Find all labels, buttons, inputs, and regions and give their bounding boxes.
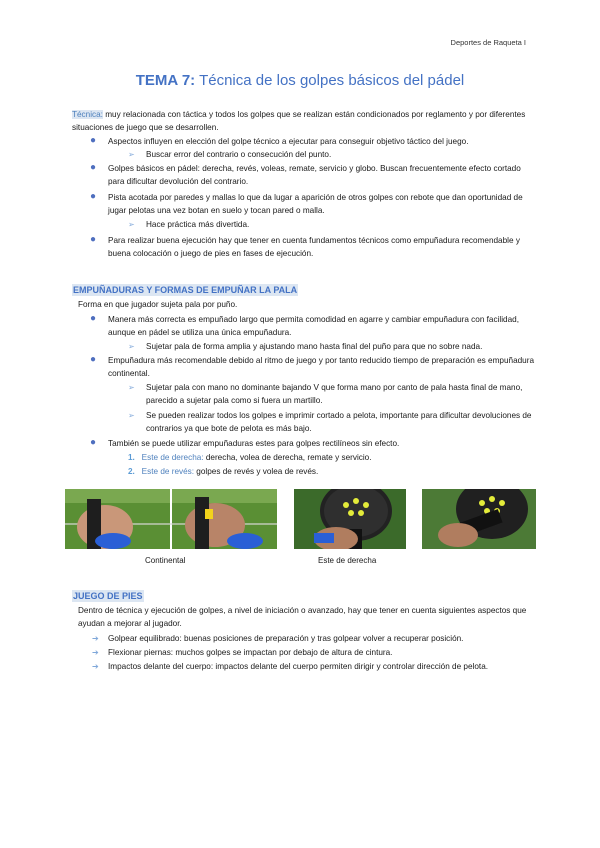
list-item: Hace práctica más divertida.: [146, 220, 250, 229]
page-title: [0, 72, 600, 89]
list-item: Manera más correcta es empuñado largo que permita comodidad en agarre y cambiar empuñadura con facilidad, aunque en pádel se utiliza una única empuñadura.: [108, 315, 519, 338]
list-item: Golpes básicos en pádel: derecha, revés, voleas, remate, servicio y globo. Buscan frecuentemente efecto cortado para dificultar devolución del contrario.: [108, 164, 521, 187]
photo-forehand-grip-2: [422, 489, 536, 549]
ordered-text: derecha, volea de derecha, remate y servicio.: [203, 453, 372, 462]
list-item: Pista acotada por paredes y mallas lo que da lugar a aparición de otros golpes con rebote que dan oportunidad de jugar pelotas una vez botan en suelo y tocan pared o malla.: [108, 193, 523, 216]
bullet-icon: ●: [90, 191, 97, 202]
list-item: Sujetar pala con mano no dominante bajando V que forma mano por canto de pala hasta final de mano, parecido a sujetar pala como si fuera un martillo.: [146, 383, 523, 406]
intro-paragraph: [72, 108, 542, 135]
photo-continental-grip: [65, 489, 277, 549]
arrow-icon: ➔: [92, 634, 99, 643]
list-item: También se puede utilizar empuñaduras estes para golpes rectilíneos sin efecto.: [108, 439, 400, 448]
list-item: Golpear equilibrado: buenas posiciones de preparación y tras golpear volver a recuperar posición.: [108, 634, 464, 643]
list-item: Para realizar buena ejecución hay que tener en cuenta fundamentos técnicos como empuñadura recomendable y buena colocación o juego de pies en fases de ejecución.: [108, 236, 520, 259]
ordered-item-2: [128, 465, 528, 478]
title-text: Técnica de los golpes básicos del pádel: [195, 72, 465, 89]
section-heading-grips: EMPUÑADURAS Y FORMAS DE EMPUÑAR LA PALA: [73, 285, 298, 295]
page-header: Deportes de Raqueta I: [450, 38, 526, 47]
intro-text: muy relacionada con táctica y todos los golpes que se realizan están condicionados por reglamento y por diferentes situaciones de juego que se desarrollen.: [72, 110, 526, 133]
list-item: Buscar error del contrario o consecución del punto.: [146, 150, 332, 159]
ordered-number: 1.: [128, 453, 135, 462]
bullet-icon: ●: [90, 234, 97, 245]
ordered-label: Este de derecha:: [141, 453, 204, 462]
list-item: Sujetar pala de forma amplia y ajustando mano hasta final del puño para que no sobre nada.: [146, 342, 483, 351]
ordered-item-1: [128, 451, 528, 464]
bullet-icon: ●: [90, 313, 97, 324]
arrow-icon: ➢: [128, 383, 135, 392]
ordered-number: 2.: [128, 467, 135, 476]
list-item: Impactos delante del cuerpo: impactos delante del cuerpo permiten dirigir y controlar dirección de pelota.: [108, 662, 489, 671]
arrow-icon: ➢: [128, 342, 135, 351]
arrow-icon: ➢: [128, 220, 135, 229]
ordered-text: golpes de revés y volea de revés.: [194, 467, 319, 476]
grips-lead: Forma en que jugador sujeta pala por puño.: [78, 300, 238, 309]
list-item: Se pueden realizar todos los golpes e imprimir cortado a pelota, importante para dificultar devoluciones de contrarios ya que bote de pelota es más bajo.: [146, 411, 532, 434]
caption-forehand: Este de derecha: [318, 556, 377, 565]
bullet-icon: ●: [90, 135, 97, 146]
caption-continental: Continental: [145, 556, 186, 565]
ordered-label: Este de revés:: [141, 467, 195, 476]
list-item: Empuñadura más recomendable debido al ritmo de juego y por tanto reducido tiempo de preparación es empuñadura continental.: [108, 356, 535, 379]
bullet-icon: ●: [90, 437, 97, 448]
bullet-icon: ●: [90, 354, 97, 365]
intro-label: Técnica:: [72, 110, 103, 119]
bullet-icon: ●: [90, 162, 97, 173]
arrow-icon: ➢: [128, 411, 135, 420]
arrow-icon: ➔: [92, 648, 99, 657]
list-item: Aspectos influyen en elección del golpe técnico a ejecutar para conseguir objetivo táctico del juego.: [108, 137, 469, 146]
arrow-icon: ➢: [128, 150, 135, 159]
section-heading-footwork: JUEGO DE PIES: [73, 591, 143, 601]
arrow-icon: ➔: [92, 662, 99, 671]
list-item: Flexionar piernas: muchos golpes se impactan por debajo de altura de cintura.: [108, 648, 393, 657]
photo-forehand-grip-1: [294, 489, 406, 549]
title-number: TEMA 7:: [135, 72, 196, 89]
footwork-lead: Dentro de técnica y ejecución de golpes, a nivel de iniciación o avanzado, hay que tener en cuenta siguientes aspectos que ayudan a mejorar al jugador.: [78, 606, 527, 629]
